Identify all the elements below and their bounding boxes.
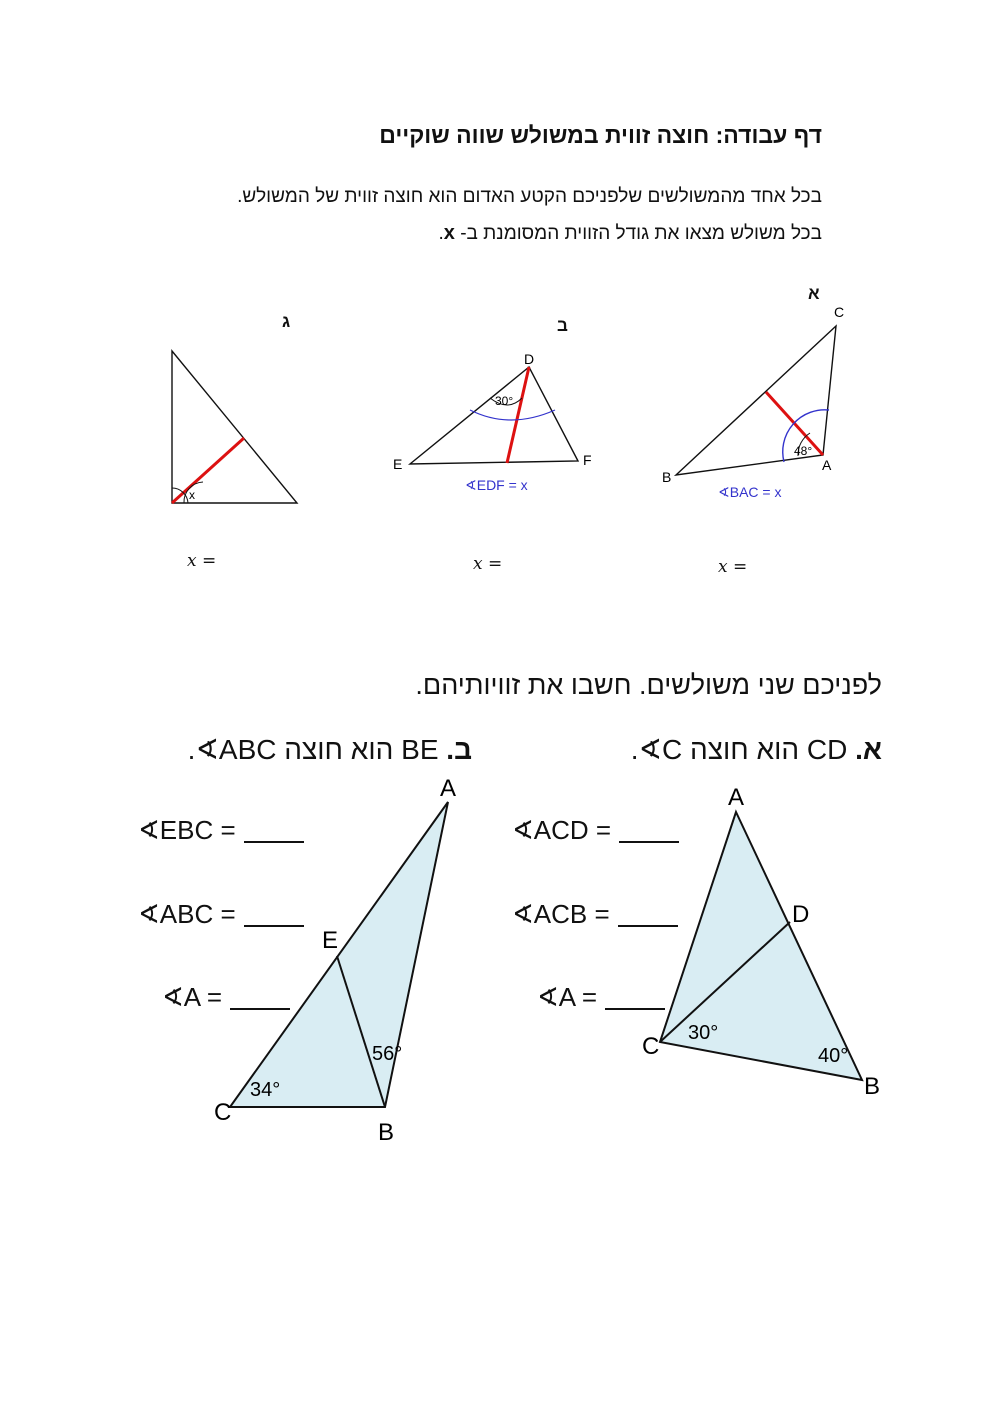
blank-acd[interactable]: ∢ACD =	[512, 815, 679, 846]
triangle-a-diagram	[0, 0, 1000, 600]
part2-b-angle-56: 56°	[372, 1043, 403, 1065]
triangle-c-bisector	[172, 438, 244, 503]
triangle-c	[172, 351, 297, 503]
answer-prompt-c: x =	[187, 551, 217, 571]
part2-triangle-b-outline	[230, 802, 448, 1107]
triangle-b-label-f: F	[583, 452, 592, 468]
triangle-a-label-b: B	[662, 469, 672, 485]
worksheet-title: דף עבודה: חוצה זווית במשולש שווה שוקיים	[379, 122, 822, 148]
blank-a-part-a[interactable]: ∢A =	[537, 982, 665, 1013]
triangle-b-angle-arc	[470, 410, 555, 420]
triangle-a-caption: ∢BAC = x	[718, 484, 782, 500]
part2-a-label-d: D	[792, 901, 810, 928]
part2-a-label-a: A	[728, 784, 745, 811]
part2-b-label-c: C	[214, 1099, 232, 1126]
triangle-b-label-e: E	[393, 456, 403, 472]
blank-acb[interactable]: ∢ACB =	[512, 899, 678, 930]
instruction-line-1: בכל אחד מהמשולשים שלפניכם הקטע האדום הוא חוצה זווית של המשולש.	[237, 186, 822, 207]
part2-b-label-b: B	[378, 1119, 395, 1146]
variable-x: x	[443, 222, 455, 244]
triangle-a-angle-label: 48°	[794, 444, 813, 458]
blank-a-part-b[interactable]: ∢A =	[162, 982, 290, 1013]
problem-letter-a: א	[808, 284, 820, 303]
triangle-b-label-d: D	[524, 351, 535, 367]
part2-a-label-b: B	[864, 1073, 881, 1100]
problem-b-statement: ב. BE הוא חוצה ABC∢.	[187, 734, 472, 765]
blank-abc[interactable]: ∢ABC =	[138, 899, 304, 930]
part2-heading: לפניכם שני משולשים. חשבו את זוויותיהם.	[415, 670, 882, 700]
triangle-b-outline	[410, 367, 578, 464]
triangle-b-angle-label: 30°	[495, 394, 514, 408]
part2-b-angle-34: 34°	[250, 1079, 281, 1101]
triangle-a-label-a: A	[822, 457, 832, 473]
part2-b-label-e: E	[322, 927, 339, 954]
instruction-line-2: בכל משולש מצאו את גודל הזווית המסומנת ב- x.	[438, 222, 822, 244]
part2-a-label-c: C	[642, 1033, 660, 1060]
answer-prompt-b: x =	[473, 554, 503, 574]
triangle-b	[393, 351, 592, 493]
triangle-a	[662, 304, 844, 500]
triangle-b-caption: ∢EDF = x	[465, 477, 528, 493]
part2-a-angle-40: 40°	[818, 1045, 849, 1067]
part2-b-label-a: A	[440, 775, 457, 802]
problem-letter-c: ג	[282, 312, 291, 331]
triangle-c-outline	[172, 351, 297, 503]
problem-a-statement: א. CD הוא חוצה C∢.	[630, 734, 882, 765]
answer-prompt-a: x =	[718, 557, 748, 577]
problem-letter-b: ב	[557, 316, 568, 335]
triangle-c-angle-label: x	[189, 488, 195, 502]
triangle-a-label-c: C	[834, 304, 845, 320]
blank-ebc[interactable]: ∢EBC =	[138, 815, 304, 846]
part2-a-angle-30: 30°	[688, 1022, 719, 1044]
